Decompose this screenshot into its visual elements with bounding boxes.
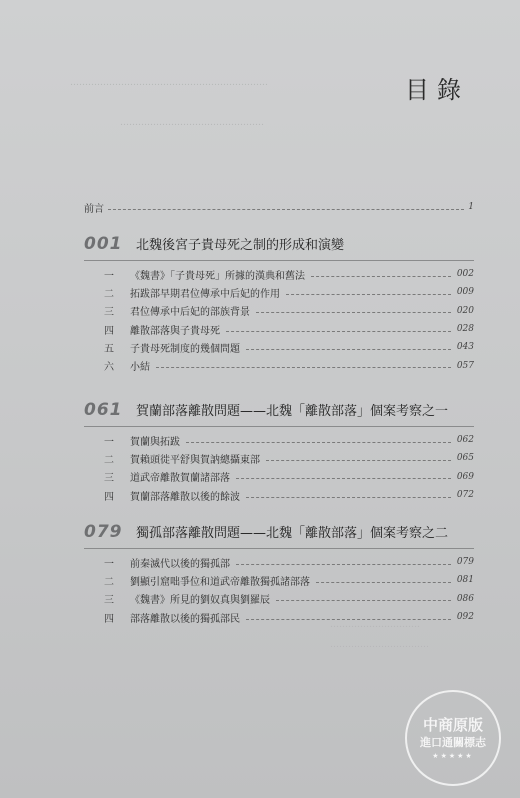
leader-dots: [236, 564, 451, 565]
section-title: 拓跋部早期君位傳承中后妃的作用: [130, 288, 280, 300]
section-number: 六: [104, 362, 114, 374]
chapter-title: 北魏後宮子貴母死之制的形成和演變: [136, 238, 345, 253]
section-entry[interactable]: [84, 449, 474, 467]
chapter-heading[interactable]: [84, 398, 474, 420]
chapter-001: [84, 232, 474, 375]
section-title: 賀蘭與拓跋: [130, 436, 180, 448]
section-title: 小結: [130, 362, 150, 374]
section-title: 君位傳承中后妃的部族背景: [130, 307, 250, 319]
leader-dots: [246, 497, 451, 498]
section-number: 一: [104, 270, 114, 282]
leader-dots: [236, 478, 451, 479]
section-entry[interactable]: [84, 571, 474, 589]
leader-dots: [186, 442, 451, 443]
section-page: 043: [456, 342, 474, 353]
section-page: 020: [456, 305, 474, 316]
section-title: 賀賴頭徙平舒與賀訥總攝東部: [130, 454, 260, 466]
import-seal-stamp: [405, 690, 501, 786]
leader-dots: [276, 600, 451, 601]
stamp-line-2: 進口通關標志: [420, 736, 486, 749]
section-entry[interactable]: [84, 302, 474, 320]
stamp-line-1: 中商原版: [422, 716, 483, 734]
chapter-number: 001: [84, 234, 123, 254]
section-number: 二: [104, 288, 114, 300]
section-page: 092: [456, 612, 474, 623]
leader-dots: [226, 331, 451, 332]
leader-dots: [266, 460, 451, 461]
section-number: 二: [104, 454, 114, 466]
section-entry[interactable]: [84, 590, 474, 608]
section-title: 賀蘭部落離散以後的餘波: [130, 491, 240, 503]
section-entry[interactable]: [84, 265, 474, 283]
chapter-number: 061: [84, 400, 123, 420]
section-entry[interactable]: [84, 338, 474, 356]
section-number: 四: [104, 491, 114, 503]
leader-dots: [156, 367, 451, 368]
section-page: 057: [456, 360, 474, 371]
leader-dots: [311, 276, 451, 277]
chapter-061: [84, 398, 474, 504]
section-page: 002: [456, 269, 474, 280]
section-page: 081: [456, 575, 474, 586]
section-page: 062: [456, 435, 474, 446]
section-title: 子貴母死制度的幾個問題: [130, 343, 240, 355]
section-title: 《魏書》所見的劉奴真與劉羅辰: [130, 595, 270, 607]
section-number: 一: [104, 558, 114, 570]
leader-dots: [286, 294, 451, 295]
section-page: 028: [456, 324, 474, 335]
section-entry[interactable]: [84, 320, 474, 338]
bleed-through-text: …………………………………………: [120, 118, 264, 128]
section-page: 086: [456, 593, 474, 604]
section-number: 三: [104, 307, 114, 319]
leader-dots: [246, 349, 451, 350]
preface-entry[interactable]: [84, 200, 474, 214]
leader-dots: [108, 209, 464, 210]
section-entry[interactable]: [84, 356, 474, 374]
preface-label: 前言: [84, 203, 104, 215]
section-number: 三: [104, 595, 114, 607]
preface-page: 1: [468, 202, 474, 212]
section-number: 四: [104, 325, 114, 337]
section-page: 072: [456, 490, 474, 501]
section-title: 前秦滅代以後的獨孤部: [130, 558, 230, 570]
chapter-heading[interactable]: [84, 520, 474, 542]
section-page: 065: [456, 453, 474, 464]
section-title: 離散部落與子貴母死: [130, 325, 220, 337]
bleed-through-text: ……………………………: [330, 640, 429, 650]
section-number: 三: [104, 473, 114, 485]
chapter-title: 獨孤部落離散問題——北魏「離散部落」個案考察之二: [136, 526, 449, 541]
chapter-number: 079: [84, 522, 123, 542]
section-number: 五: [104, 343, 114, 355]
section-entry[interactable]: [84, 431, 474, 449]
chapter-079: [84, 520, 474, 626]
section-number: 二: [104, 576, 114, 588]
chapter-heading[interactable]: [84, 232, 474, 254]
chapter-title: 賀蘭部落離散問題——北魏「離散部落」個案考察之一: [136, 404, 449, 419]
page-title: 目錄: [405, 76, 469, 104]
bleed-through-text: …………………………: [330, 620, 420, 630]
leader-dots: [256, 312, 451, 313]
section-entry[interactable]: [84, 553, 474, 571]
bleed-through-text: …………………………………………………………: [70, 78, 268, 88]
section-title: 劉顯引窟咄爭位和道武帝離散獨孤諸部落: [130, 576, 310, 588]
section-page: 009: [456, 287, 474, 298]
section-entry[interactable]: [84, 468, 474, 486]
stamp-stars: ★★★★★: [432, 752, 474, 760]
section-entry[interactable]: [84, 283, 474, 301]
section-page: 069: [456, 471, 474, 482]
leader-dots: [316, 582, 451, 583]
section-title: 部落離散以後的獨孤部民: [130, 613, 240, 625]
section-title: 道武帝離散賀蘭諸部落: [130, 473, 230, 485]
section-number: 一: [104, 436, 114, 448]
section-title: 《魏書》「子貴母死」所據的漢典和舊法: [130, 270, 305, 282]
section-page: 079: [456, 557, 474, 568]
section-number: 四: [104, 613, 114, 625]
section-entry[interactable]: [84, 486, 474, 504]
